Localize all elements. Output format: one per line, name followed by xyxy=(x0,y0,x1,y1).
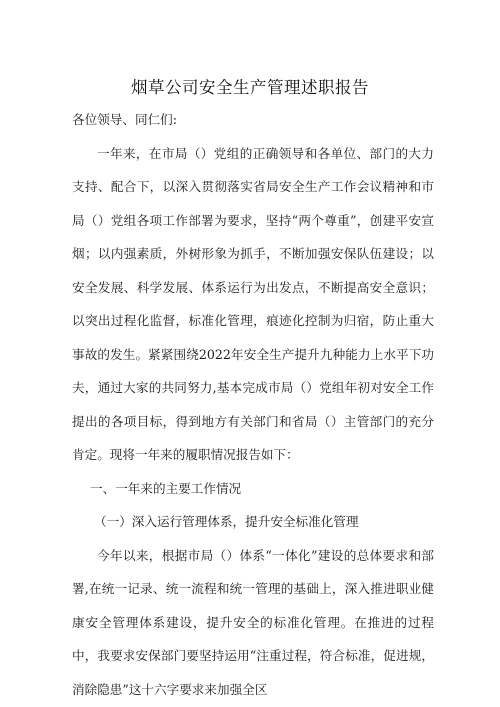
section-heading: 一、一年来的主要工作情况 xyxy=(90,480,242,496)
document-title: 烟草公司安全生产管理述职报告 xyxy=(131,78,369,97)
salutation: 各位领导、同仁们: xyxy=(72,112,177,127)
paragraph-section-one: 今年以来，根据市局（）体系“一体化”建设的总体要求和部署,在统一记录、统一流程和统一管理的基础上，深入推进职业健康安全管理体系建设，提升安全的标准化管理。在推进的过程中，我要求安保部门要坚持运用“注重过程，符合标准，促进规，消除隐患”这十六字要求来加强全区 xyxy=(72,547,434,697)
document-body xyxy=(72,103,434,706)
subsection-heading: （一）深入运行管理体系，提升安全标准化管理 xyxy=(94,514,359,529)
paragraph-intro: 一年来，在市局（）党组的正确领导和各单位、部门的大力支持、配合下，以深入贯彻落实省局安全生产工作会议精神和市局（）党组各项工作部署为要求，坚持“两个尊重”，创建平安宣烟；以内强素质，外树形象为抓手，不断加强安保队伍建设；以安全发展、科学发展、体系运行为出发点，不断提高安全意识；以突出过程化监督，标准化管理，痕迹化控制为归宿，防止重大事故的发生。紧紧围绕2022年安全生产提升九种能力上水平下功夫，通过大家的共同努力,基本完成市局（）党组年初对安全工作提出的各项目标，得到地方有关部门和省局（）主管部门的充分肯定。现将一年来的履职情况报告如下： xyxy=(72,145,434,462)
